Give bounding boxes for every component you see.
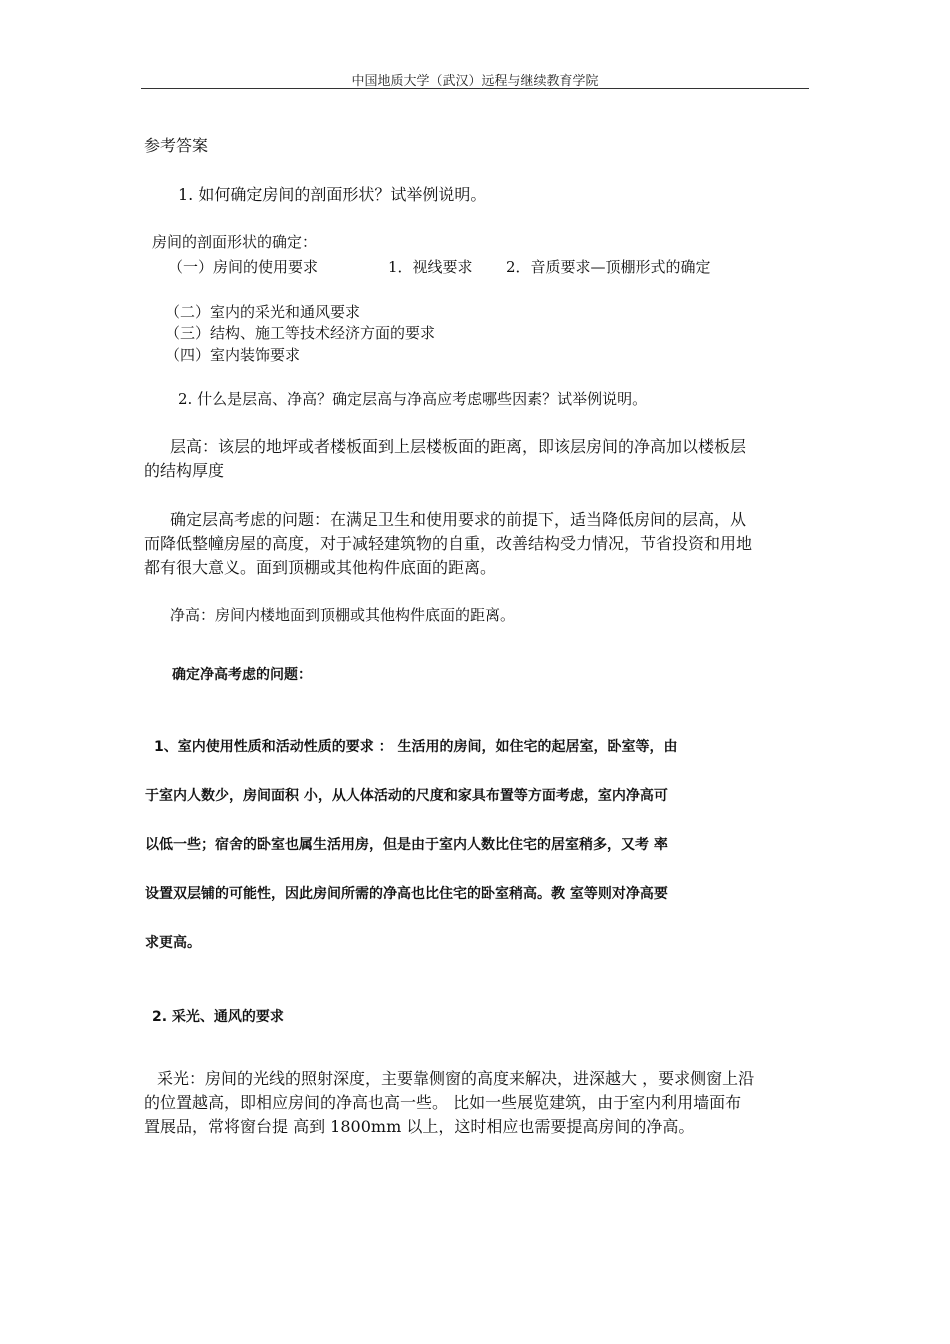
lighting-line-3: 置展品，常将窗台提 高到 1800mm 以上，这时相应也需要提高房间的净高。 [144,1117,695,1136]
point-1-line-1: 1、室内使用性质和活动性质的要求 ： 生活用的房间，如住宅的起居室，卧室等，由 [154,739,678,755]
q1-item-3: （三）结构、施工等技术经济方面的要求 [165,324,436,342]
q1-item-1: （一）房间的使用要求 [168,258,319,276]
floor-factor-line-2: 而降低整幢房屋的高度，对于减轻建筑物的自重，改善结构受力情况，节省投资和用地 [144,534,753,553]
lighting-line-2: 的位置越高，即相应房间的净高也高一些。 比如一些展览建筑，由于室内利用墙面布 [144,1093,742,1112]
floor-height-line-1: 层高：该层的地坪或者楼板面到上层楼板面的距离，即该层房间的净高加以楼板层 [170,437,747,456]
point-1-line-5: 求更高。 [145,935,201,951]
floor-factor-line-3: 都有很大意义。面到顶棚或其他构件底面的距离。 [144,558,497,577]
q1-item-1-sub-2: 2．音质要求—顶棚形式的确定 [506,258,711,276]
page-header: 中国地质大学（武汉）远程与继续教育学院 [351,74,599,89]
floor-height-line-2: 的结构厚度 [144,461,225,480]
net-factor-title: 确定净高考虑的问题： [172,667,312,683]
lighting-line-1: 采光：房间的光线的照射深度，主要靠侧窗的高度来解决，进深越大 ，要求侧窗上沿 [157,1069,755,1088]
question-2: 2. 什么是层高、净高？确定层高与净高应考虑哪些因素？试举例说明。 [178,390,648,408]
net-height-definition: 净高：房间内楼地面到顶棚或其他构件底面的距离。 [170,606,516,624]
q1-item-4: （四）室内装饰要求 [165,346,301,364]
point-1-line-4: 设置双层铺的可能性，因此房间所需的净高也比住宅的卧室稍高。教 室等则对净高要 [145,886,668,902]
point-1-line-2: 于室内人数少，房间面积 小，从人体活动的尺度和家具布置等方面考虑，室内净高可 [145,788,668,804]
q1-intro: 房间的剖面形状的确定： [152,233,318,251]
section-title: 参考答案 [144,136,209,155]
point-2-title: 2. 采光、通风的要求 [152,1009,284,1025]
point-1-line-3: 以低一些；宿舍的卧室也属生活用房，但是由于室内人数比住宅的居室稍多，又考 率 [145,837,668,853]
q1-item-1-sub-1: 1．视线要求 [388,258,473,276]
header-rule [141,88,809,89]
question-1: 1. 如何确定房间的剖面形状？试举例说明。 [178,185,487,204]
q1-item-2: （二）室内的采光和通风要求 [165,303,361,321]
floor-factor-line-1: 确定层高考虑的问题：在满足卫生和使用要求的前提下，适当降低房间的层高，从 [170,510,747,529]
